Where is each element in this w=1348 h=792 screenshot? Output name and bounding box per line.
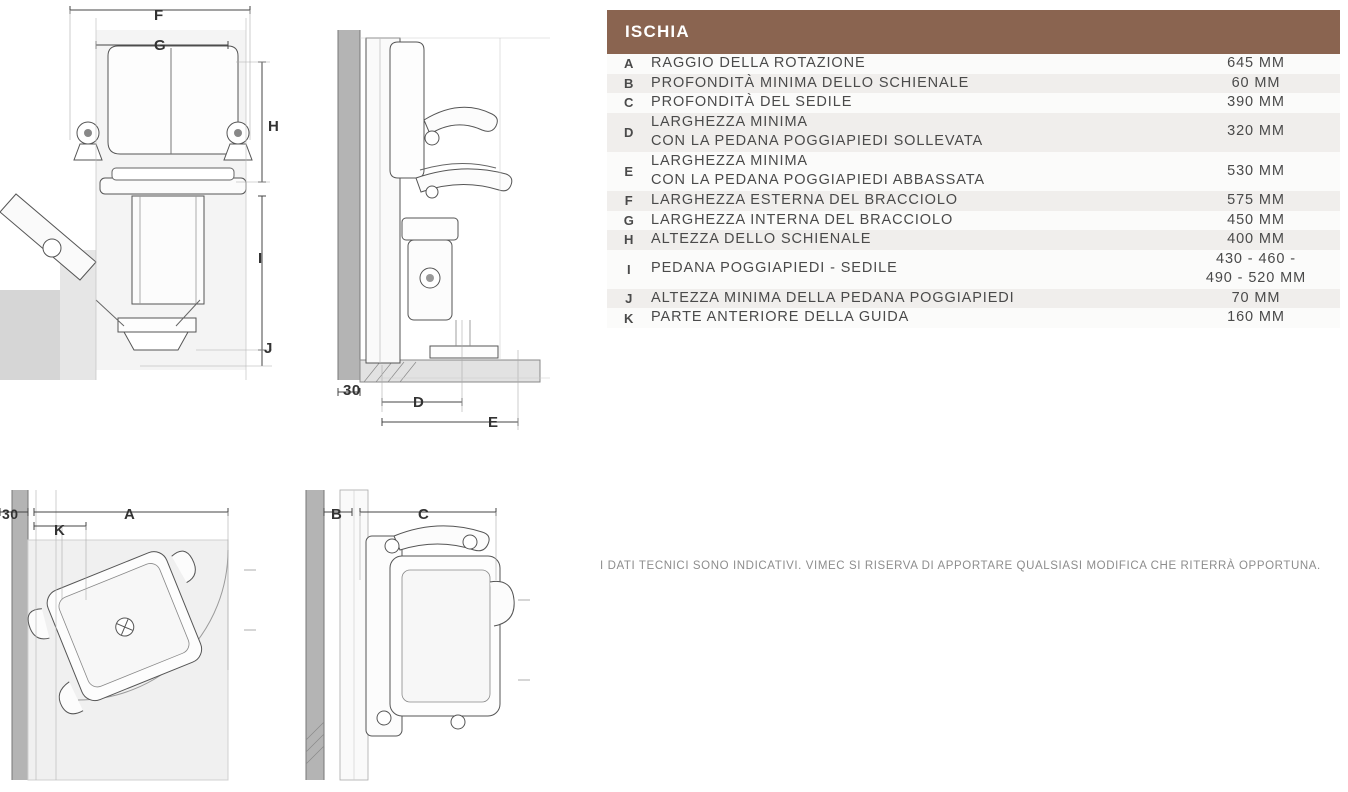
drawing-top-view-right bbox=[290, 470, 580, 787]
table-row bbox=[607, 308, 1340, 328]
row-key: J bbox=[607, 289, 651, 309]
table-row bbox=[607, 230, 1340, 250]
top-view-left-svg bbox=[0, 470, 290, 787]
specifications-table bbox=[607, 54, 1340, 328]
dim-label-30-side: 30 bbox=[343, 382, 361, 399]
row-description: PROFONDITÀ MINIMA DELLO SCHIENALE bbox=[651, 74, 1172, 94]
technical-drawings-panel bbox=[0, 0, 580, 787]
table-row bbox=[607, 289, 1340, 309]
row-key: I bbox=[607, 250, 651, 289]
drawing-top-view-left bbox=[0, 470, 290, 787]
dim-label-f: F bbox=[154, 7, 164, 24]
row-description: PROFONDITÀ DEL SEDILE bbox=[651, 93, 1172, 113]
dim-label-a: A bbox=[124, 506, 136, 523]
row-description: RAGGIO DELLA ROTAZIONE bbox=[651, 54, 1172, 74]
row-key: G bbox=[607, 211, 651, 231]
row-description: LARGHEZZA MINIMA CON LA PEDANA POGGIAPIEDI ABBASSATA bbox=[651, 152, 1172, 191]
dim-label-i: I bbox=[258, 250, 263, 267]
row-value: 530 MM bbox=[1172, 152, 1340, 191]
drawing-front-view bbox=[0, 0, 300, 420]
dim-label-c: C bbox=[418, 506, 430, 523]
row-value: 645 MM bbox=[1172, 54, 1340, 74]
table-row bbox=[607, 211, 1340, 231]
row-key: B bbox=[607, 74, 651, 94]
row-description: LARGHEZZA MINIMA CON LA PEDANA POGGIAPIEDI SOLLEVATA bbox=[651, 113, 1172, 152]
row-value: 160 MM bbox=[1172, 308, 1340, 328]
side-view-svg bbox=[320, 20, 580, 440]
row-key: A bbox=[607, 54, 651, 74]
row-value: 430 - 460 - 490 - 520 MM bbox=[1172, 250, 1340, 289]
row-key: F bbox=[607, 191, 651, 211]
row-description: LARGHEZZA ESTERNA DEL BRACCIOLO bbox=[651, 191, 1172, 211]
table-row bbox=[607, 74, 1340, 94]
dim-label-h: H bbox=[268, 118, 280, 135]
row-value: 390 MM bbox=[1172, 93, 1340, 113]
dim-label-e: E bbox=[488, 414, 499, 431]
dim-label-b: B bbox=[331, 506, 343, 523]
row-value: 320 MM bbox=[1172, 113, 1340, 152]
front-view-svg bbox=[0, 0, 300, 420]
dim-label-g: G bbox=[154, 37, 167, 54]
row-key: D bbox=[607, 113, 651, 152]
row-description: PEDANA POGGIAPIEDI - SEDILE bbox=[651, 250, 1172, 289]
specifications-panel bbox=[607, 10, 1340, 328]
row-value: 450 MM bbox=[1172, 211, 1340, 231]
table-row bbox=[607, 54, 1340, 74]
row-description: LARGHEZZA INTERNA DEL BRACCIOLO bbox=[651, 211, 1172, 231]
row-description: ALTEZZA MINIMA DELLA PEDANA POGGIAPIEDI bbox=[651, 289, 1172, 309]
table-row bbox=[607, 93, 1340, 113]
row-key: E bbox=[607, 152, 651, 191]
dim-label-30-top: 30 bbox=[2, 506, 19, 522]
row-key: K bbox=[607, 308, 651, 328]
row-key: C bbox=[607, 93, 651, 113]
table-row bbox=[607, 191, 1340, 211]
row-key: H bbox=[607, 230, 651, 250]
dim-label-j: J bbox=[264, 340, 273, 357]
table-row bbox=[607, 113, 1340, 152]
table-row bbox=[607, 152, 1340, 191]
row-value: 575 MM bbox=[1172, 191, 1340, 211]
drawing-side-view bbox=[320, 20, 580, 440]
row-value: 70 MM bbox=[1172, 289, 1340, 309]
row-value: 400 MM bbox=[1172, 230, 1340, 250]
table-row bbox=[607, 250, 1340, 289]
footnote-disclaimer: I DATI TECNICI SONO INDICATIVI. VIMEC SI RISERVA DI APPORTARE QUALSIASI MODIFICA CHE RITERRÀ OPPORTUNA. bbox=[600, 560, 1321, 572]
row-description: PARTE ANTERIORE DELLA GUIDA bbox=[651, 308, 1172, 328]
row-value: 60 MM bbox=[1172, 74, 1340, 94]
dim-label-k: K bbox=[54, 522, 66, 539]
dim-label-d: D bbox=[413, 394, 425, 411]
row-description: ALTEZZA DELLO SCHIENALE bbox=[651, 230, 1172, 250]
spec-title: ISCHIA bbox=[607, 10, 1340, 54]
